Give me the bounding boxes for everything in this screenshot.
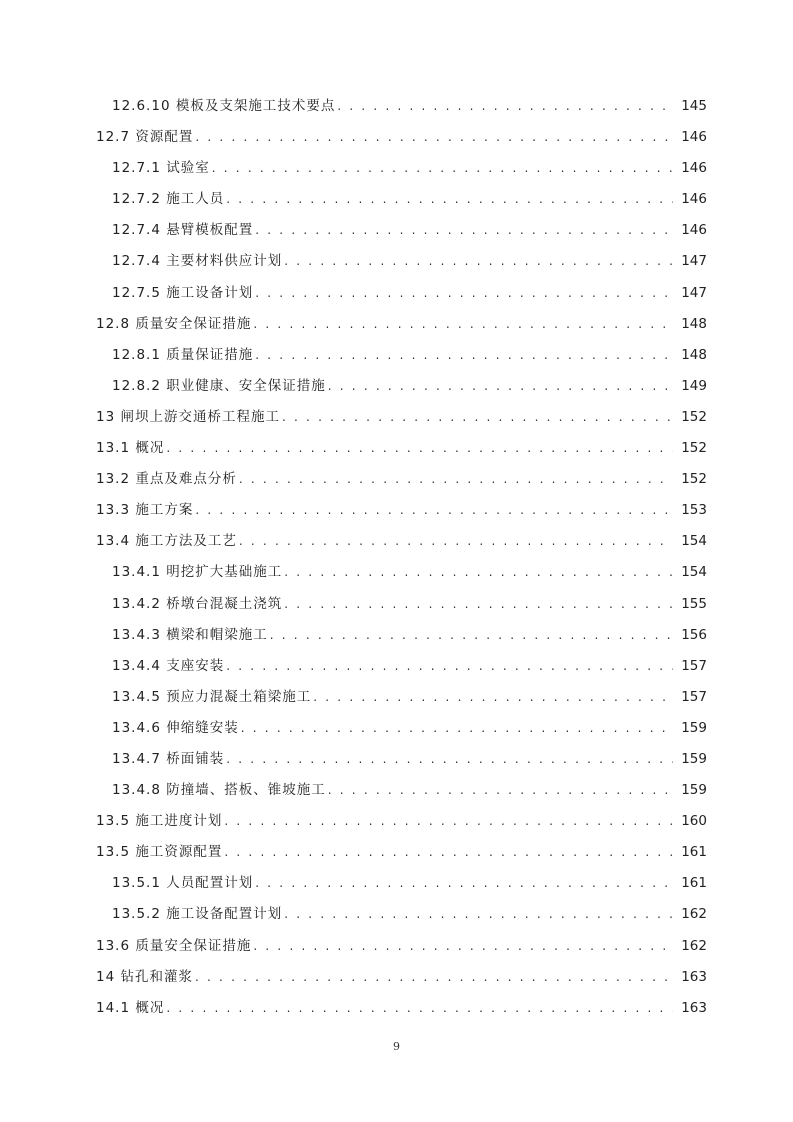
toc-entry-page: 152 bbox=[681, 440, 707, 457]
toc-entry-page: 147 bbox=[681, 284, 707, 301]
toc-entry-title: 12.7.1 试验室 bbox=[112, 160, 210, 177]
toc-entry-page: 163 bbox=[681, 999, 707, 1016]
toc-entry-page: 153 bbox=[681, 502, 707, 519]
toc-entry-page: 154 bbox=[681, 564, 707, 581]
toc-entry[interactable] bbox=[0, 651, 793, 682]
toc-entry[interactable] bbox=[0, 340, 793, 371]
toc-entry[interactable] bbox=[0, 713, 793, 744]
toc-entry[interactable] bbox=[0, 122, 793, 153]
dot-leader bbox=[282, 402, 673, 433]
toc-entry-page: 149 bbox=[681, 377, 707, 394]
toc-entry-page: 161 bbox=[681, 875, 707, 892]
toc-entry[interactable] bbox=[0, 153, 793, 184]
toc-entry-title: 13.5.2 施工设备配置计划 bbox=[112, 906, 283, 923]
toc-entry-title: 13.5 施工资源配置 bbox=[96, 844, 223, 861]
dot-leader bbox=[255, 340, 673, 371]
toc-entry[interactable] bbox=[0, 215, 793, 246]
toc-entry-title: 13.1 概况 bbox=[96, 440, 165, 457]
toc-entry-title: 12.8 质量安全保证措施 bbox=[96, 315, 252, 332]
toc-entry[interactable] bbox=[0, 526, 793, 557]
dot-leader bbox=[212, 153, 673, 184]
toc-entry[interactable] bbox=[0, 402, 793, 433]
dot-leader bbox=[255, 868, 673, 899]
toc-entry[interactable] bbox=[0, 993, 793, 1024]
toc-entry[interactable] bbox=[0, 775, 793, 806]
toc-entry-page: 162 bbox=[681, 937, 707, 954]
toc-entry[interactable] bbox=[0, 744, 793, 775]
toc-entry[interactable] bbox=[0, 464, 793, 495]
toc-entry[interactable] bbox=[0, 589, 793, 620]
toc-entry-page: 162 bbox=[681, 906, 707, 923]
toc-entry-title: 13.5.1 人员配置计划 bbox=[112, 875, 254, 892]
toc-entry-page: 161 bbox=[681, 844, 707, 861]
toc-entry-title: 13.2 重点及难点分析 bbox=[96, 471, 237, 488]
toc-entry-title: 13.4.3 横梁和帽梁施工 bbox=[112, 626, 268, 643]
toc-entry-title: 13.4 施工方法及工艺 bbox=[96, 533, 237, 550]
dot-leader bbox=[255, 278, 673, 309]
toc-entry[interactable] bbox=[0, 682, 793, 713]
toc-entry[interactable] bbox=[0, 837, 793, 868]
toc-entry[interactable] bbox=[0, 899, 793, 930]
dot-leader bbox=[241, 713, 673, 744]
toc-entry[interactable] bbox=[0, 433, 793, 464]
toc-entry-title: 13 闸坝上游交通桥工程施工 bbox=[96, 408, 280, 425]
dot-leader bbox=[226, 744, 673, 775]
dot-leader bbox=[239, 464, 673, 495]
toc-entry-page: 155 bbox=[681, 595, 707, 612]
dot-leader bbox=[253, 309, 673, 340]
toc-entry[interactable] bbox=[0, 868, 793, 899]
dot-leader bbox=[284, 899, 673, 930]
dot-leader bbox=[337, 91, 673, 122]
toc-entry-title: 12.8.2 职业健康、安全保证措施 bbox=[112, 377, 326, 394]
toc-entry[interactable] bbox=[0, 184, 793, 215]
toc-entry-title: 12.7.2 施工人员 bbox=[112, 191, 225, 208]
dot-leader bbox=[253, 931, 673, 962]
dot-leader bbox=[270, 620, 673, 651]
toc-entry[interactable] bbox=[0, 371, 793, 402]
toc-entry-title: 13.6 质量安全保证措施 bbox=[96, 937, 252, 954]
dot-leader bbox=[284, 589, 673, 620]
dot-leader bbox=[166, 433, 673, 464]
dot-leader bbox=[328, 371, 673, 402]
dot-leader bbox=[226, 651, 673, 682]
dot-leader bbox=[195, 962, 673, 993]
dot-leader bbox=[224, 806, 673, 837]
toc-entry-page: 148 bbox=[681, 346, 707, 363]
toc-entry-title: 13.4.4 支座安装 bbox=[112, 657, 225, 674]
toc-entry-page: 147 bbox=[681, 253, 707, 270]
dot-leader bbox=[328, 775, 673, 806]
toc-entry-page: 146 bbox=[681, 222, 707, 239]
toc-entry-page: 159 bbox=[681, 719, 707, 736]
toc-entry-title: 13.4.7 桥面铺装 bbox=[112, 750, 225, 767]
dot-leader bbox=[255, 215, 673, 246]
toc-entry-title: 13.4.6 伸缩缝安装 bbox=[112, 719, 239, 736]
toc-entry-page: 163 bbox=[681, 968, 707, 985]
toc-entry-page: 146 bbox=[681, 191, 707, 208]
toc-entry-page: 157 bbox=[681, 688, 707, 705]
toc-entry[interactable] bbox=[0, 278, 793, 309]
toc-entry-page: 156 bbox=[681, 626, 707, 643]
table-of-contents bbox=[0, 91, 793, 1024]
toc-entry-page: 154 bbox=[681, 533, 707, 550]
dot-leader bbox=[166, 993, 673, 1024]
toc-entry-page: 148 bbox=[681, 315, 707, 332]
dot-leader bbox=[224, 837, 673, 868]
dot-leader bbox=[195, 122, 673, 153]
dot-leader bbox=[284, 557, 673, 588]
toc-entry-title: 13.5 施工进度计划 bbox=[96, 813, 223, 830]
toc-entry-title: 13.4.2 桥墩台混凝土浇筑 bbox=[112, 595, 283, 612]
toc-entry[interactable] bbox=[0, 495, 793, 526]
toc-entry[interactable] bbox=[0, 309, 793, 340]
toc-entry[interactable] bbox=[0, 557, 793, 588]
toc-entry-page: 152 bbox=[681, 471, 707, 488]
toc-entry-page: 159 bbox=[681, 750, 707, 767]
dot-leader bbox=[313, 682, 673, 713]
dot-leader bbox=[195, 495, 673, 526]
toc-entry[interactable] bbox=[0, 620, 793, 651]
toc-entry-title: 13.4.5 预应力混凝土箱梁施工 bbox=[112, 688, 312, 705]
toc-entry-title: 12.7.4 主要材料供应计划 bbox=[112, 253, 283, 270]
toc-entry-title: 12.7.5 施工设备计划 bbox=[112, 284, 254, 301]
toc-entry-page: 145 bbox=[681, 98, 707, 114]
toc-entry-title: 12.8.1 质量保证措施 bbox=[112, 346, 254, 363]
toc-entry-title: 12.6.10 模板及支架施工技术要点 bbox=[112, 98, 336, 114]
page-number: 9 bbox=[393, 1040, 400, 1053]
dot-leader bbox=[284, 246, 673, 277]
toc-entry[interactable] bbox=[0, 246, 793, 277]
toc-entry-title: 13.4.8 防撞墙、搭板、锥坡施工 bbox=[112, 782, 326, 799]
toc-entry-title: 13.4.1 明挖扩大基础施工 bbox=[112, 564, 283, 581]
toc-entry[interactable] bbox=[0, 962, 793, 993]
toc-entry-title: 12.7 资源配置 bbox=[96, 129, 194, 146]
toc-entry-page: 146 bbox=[681, 160, 707, 177]
toc-entry-title: 14.1 概况 bbox=[96, 999, 165, 1016]
toc-entry[interactable] bbox=[0, 806, 793, 837]
toc-entry-title: 13.3 施工方案 bbox=[96, 502, 194, 519]
toc-entry-page: 160 bbox=[681, 813, 707, 830]
toc-entry-title: 14 钻孔和灌浆 bbox=[96, 968, 193, 985]
toc-entry-page: 146 bbox=[681, 129, 707, 146]
toc-entry-page: 159 bbox=[681, 782, 707, 799]
dot-leader bbox=[239, 526, 673, 557]
toc-entry[interactable] bbox=[0, 91, 793, 122]
toc-entry-page: 152 bbox=[681, 408, 707, 425]
toc-entry[interactable] bbox=[0, 931, 793, 962]
toc-entry-page: 157 bbox=[681, 657, 707, 674]
toc-entry-title: 12.7.4 悬臂模板配置 bbox=[112, 222, 254, 239]
dot-leader bbox=[226, 184, 673, 215]
